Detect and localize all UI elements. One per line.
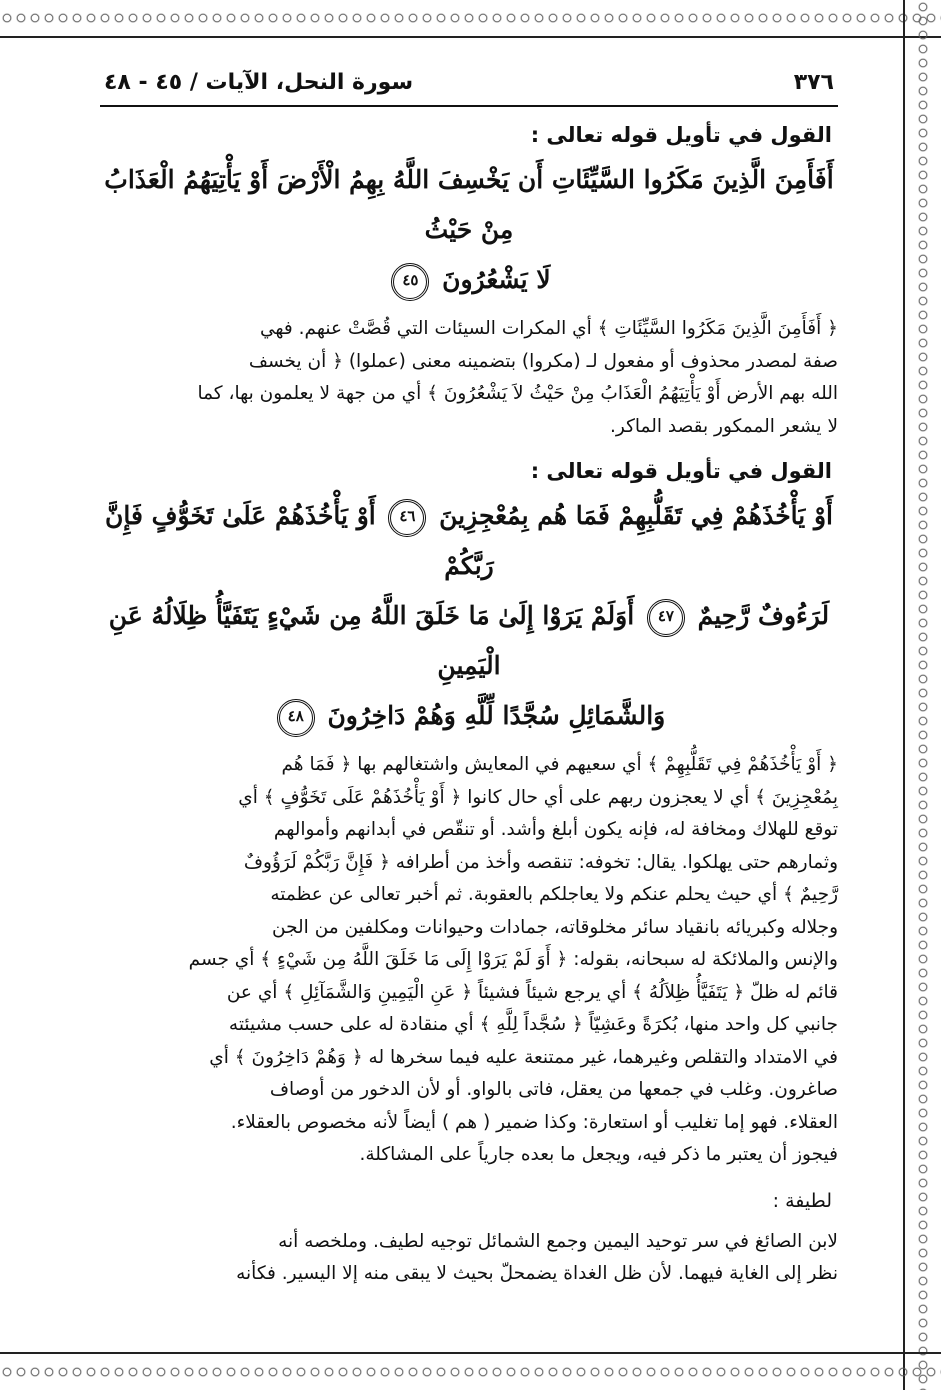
commentary-paragraph-3 [100, 1226, 838, 1291]
decorative-border-bottom [0, 1352, 941, 1390]
commentary-paragraph-2 [100, 749, 838, 1172]
verse-line [100, 691, 838, 741]
ayah-number-marker: ٤٧ [647, 599, 685, 637]
quran-verse-45 [100, 155, 838, 305]
page-number: ٣٧٦ [793, 70, 834, 95]
note-title: لطيفة : [772, 1189, 832, 1212]
decorative-border-right [903, 0, 941, 1390]
commentary-line: صاغرون. وغلب في جمعها من يعقل، فاتى بالواو. أو لأن الدخور من أوصاف [269, 1079, 838, 1100]
verse-line [100, 491, 838, 591]
commentary-line: جانبي كل واحد منها، بُكرَةً وعَشِيّاً ﴿ سُجَّداً لِلَّهِ ﴾ أي منقادة له على حسب مشيئته [228, 1014, 838, 1035]
commentary-line: نظر إلى الغاية فيهما. لأن ظل الغداة يضمحلّ بحيث لا يبقى منه إلا اليسير. فكأنه [236, 1263, 838, 1284]
ayah-number-marker: ٤٦ [388, 499, 426, 537]
commentary-line: قائم له ظلّ ﴿ يَتَفَيَّأُ ظِلاَلُهُ ﴾ أي يرجع شيئاً فشيئاً ﴿ عَنِ الْيَمِينِ وَالشَّمَآئِلِ ﴾ أي عن [226, 981, 838, 1003]
commentary-line: توقع للهلاك ومخافة له، فإنه يكون أبلغ وأشد. أو تنقّص في أبدانهم وأموالهم [273, 819, 838, 840]
verse-text: أَوَلَمْ يَرَوْا إِلَىٰ مَا خَلَقَ اللَّهُ مِن شَيْءٍ يَتَفَيَّأُ ظِلَالُهُ عَنِ الْيَمِينِ [108, 601, 635, 680]
commentary-line: وثمارهم حتى يهلكوا. يقال: تخوفه: تنقصه وأخذ من أطرافه ﴿ فَإِنَّ رَبَّكُمْ لَرَؤُوفٌ [243, 851, 838, 873]
commentary-line: العقلاء. فهو إما تغليب أو استعارة: وكذا ضمير ( هم ) أيضاً لأنه مخصوص بالعقلاء. [230, 1111, 838, 1133]
section-heading-1: القول في تأويل قوله تعالى : [530, 123, 832, 147]
ayah-number-marker: ٤٨ [277, 699, 315, 737]
commentary-line: والإنس والملائكة له سبحانه، بقوله: ﴿ أَوَ لَمْ يَرَوْا إِلَى مَا خَلَقَ اللَّهُ مِن شَيْءٍ ﴾ أي جسم [188, 949, 838, 970]
section-heading-2: القول في تأويل قوله تعالى : [530, 459, 832, 483]
commentary-line: الله بهم الأرض أَوْ يَأْتِيَهُمُ الْعَذَابُ مِنْ حَيْثُ لاَ يَشْعُرُونَ ﴾ أي من جهة لا يعلمون بها، كما [197, 383, 838, 404]
verse-line: أَفَأَمِنَ الَّذِينَ مَكَرُوا السَّيِّئَاتِ أَن يَخْسِفَ اللَّهُ بِهِمُ الْأَرْضَ أَوْ يَأْتِيَهُمُ الْعَذَابُ مِنْ حَيْثُ [104, 165, 834, 244]
page-header [100, 52, 838, 107]
commentary-line: بِمُعْجِزِينَ ﴾ أي لا يعجزون ربهم على أي حال كانوا ﴿ أَوْ يَأْخُذَهُمْ عَلَى تَخَوُّفٍ ﴾ أي [238, 786, 838, 808]
commentary-line: رَّحِيمٌ ﴾ أي حيث يحلم عنكم ولا يعاجلكم بالعقوبة. ثم أخبر تعالى عن عظمته [270, 884, 838, 905]
commentary-line: فيجوز أن يعتبر ما ذكر فيه، ويجعل ما بعده جارياً على المشاكلة. [359, 1144, 838, 1165]
verse-text: وَالشَّمَائِلِ سُجَّدًا لِّلَّهِ وَهُمْ دَاخِرُونَ [327, 701, 666, 730]
commentary-line: صفة لمصدر محذوف أو مفعول لـ (مكروا) بتضمينه معنى (عملوا) ﴿ أن يخسف [248, 350, 838, 372]
decorative-border-top [0, 0, 941, 38]
book-page [100, 52, 838, 1293]
commentary-line: في الامتداد والتقلص وغيرهما، غير ممتنعة عليه فيما سخرها له ﴿ وَهُمْ دَاخِرُونَ ﴾ أي [209, 1046, 838, 1068]
commentary-paragraph-1 [100, 313, 838, 443]
ayah-number-marker: ٤٥ [391, 263, 429, 301]
commentary-line: ﴿ أَوْ يَأْخُذَهُمْ فِي تَقَلُّبِهِمْ ﴾ أي سعيهم في المعايش واشتغالهم بها ﴿ فَمَا هُم [281, 754, 838, 775]
commentary-line: لا يشعر الممكور بقصد الماكر. [610, 415, 838, 437]
verse-line [100, 591, 838, 691]
quran-verses-46-48 [100, 491, 838, 741]
commentary-line: لابن الصائغ في سر توحيد اليمين وجمع الشمائل توجيه لطيف. وملخصه أنه [278, 1230, 838, 1252]
verse-text: لَرَءُوفٌ رَّحِيمٌ [697, 601, 830, 630]
verse-text: أَوْ يَأْخُذَهُمْ عَلَىٰ تَخَوُّفٍ فَإِنَّ رَبَّكُمْ [105, 501, 494, 580]
verse-line [100, 255, 838, 305]
verse-text: أَوْ يَأْخُذَهُمْ فِي تَقَلُّبِهِمْ فَمَا هُم بِمُعْجِزِينَ [439, 501, 833, 530]
running-title: سورة النحل، الآيات / ٤٥ - ٤٨ [104, 70, 414, 95]
verse-text: لَا يَشْعُرُونَ [442, 265, 551, 294]
commentary-line: وجلاله وكبريائه بانقياد سائر مخلوقاته، جمادات وحيوانات ومكلفين من الجن [272, 916, 838, 938]
commentary-line: ﴿ أَفَأَمِنَ الَّذِينَ مَكَرُوا السَّيِّئَاتِ ﴾ أي المكرات السيئات التي قُصَّتْ عنهم. فهي [259, 318, 838, 339]
